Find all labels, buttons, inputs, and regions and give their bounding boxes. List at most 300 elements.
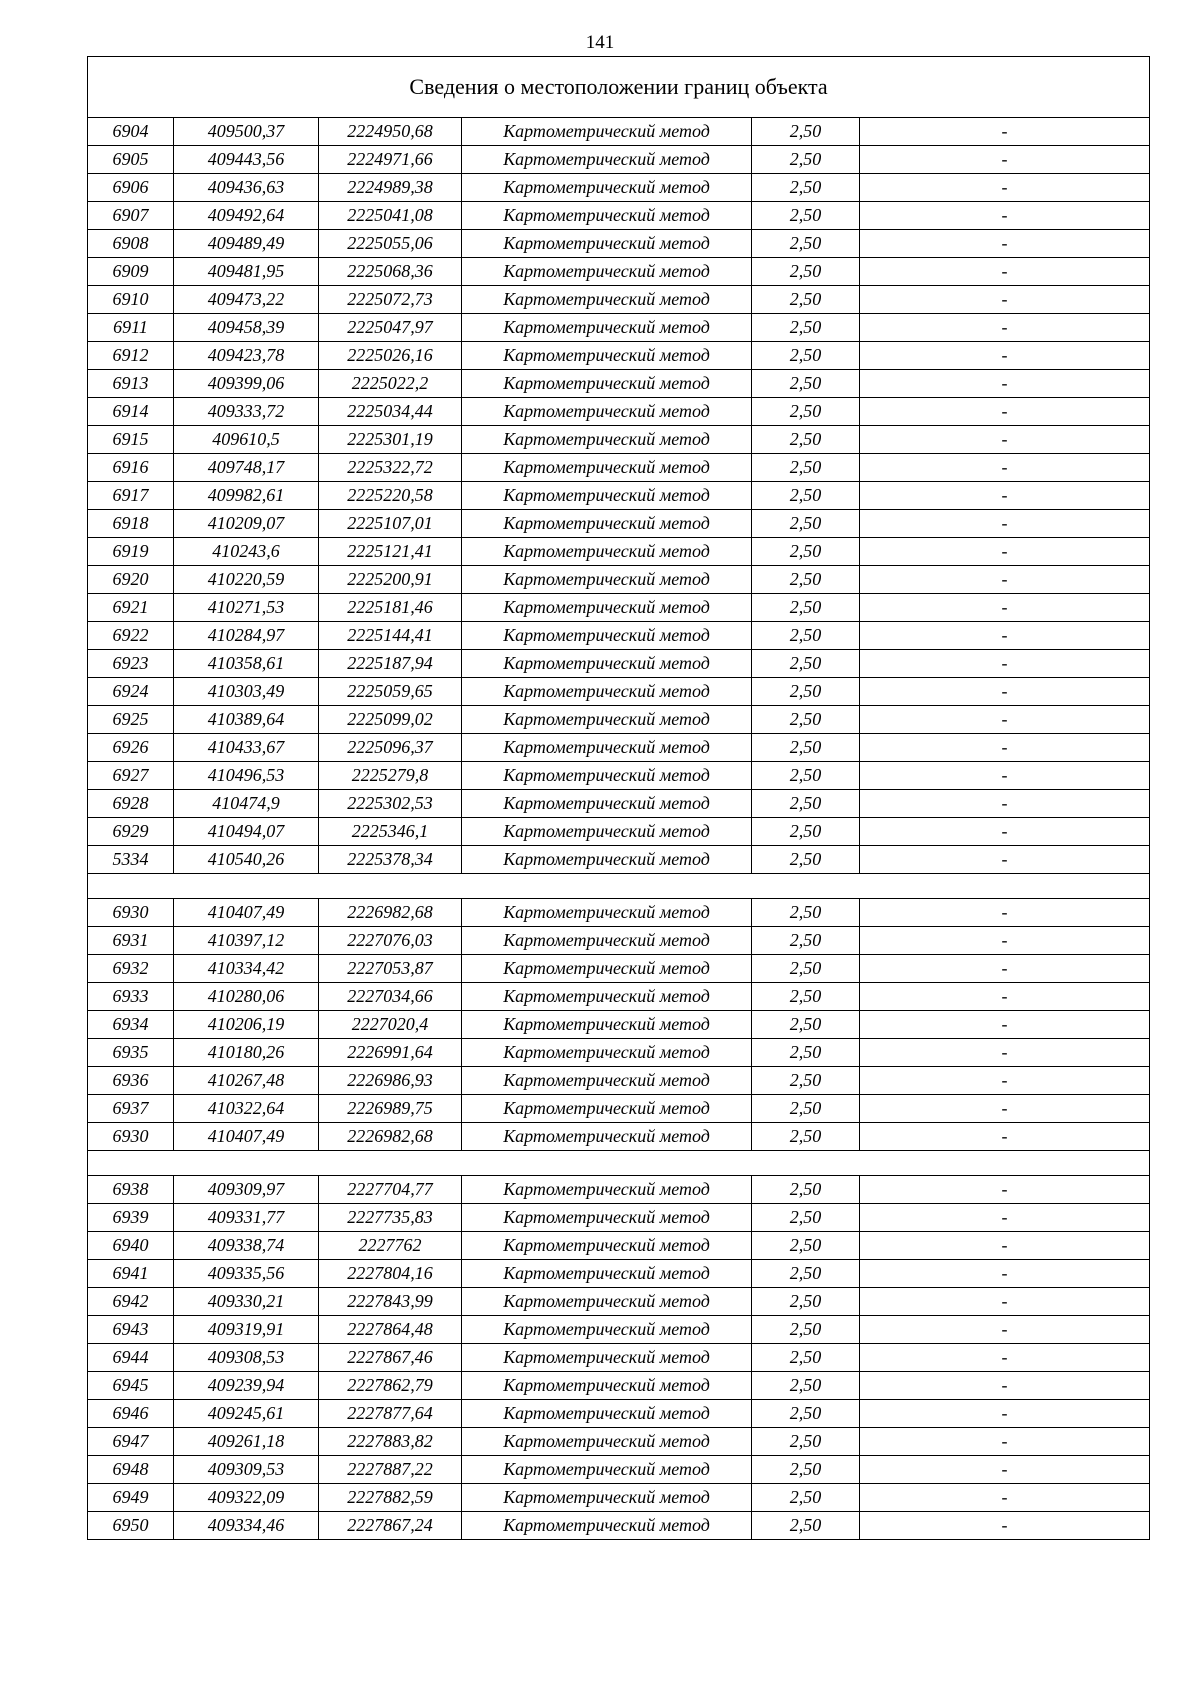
description-cell: - <box>860 286 1150 314</box>
point-number-cell: 6921 <box>88 594 174 622</box>
y-coordinate-cell: 2225047,97 <box>319 314 462 342</box>
method-cell: Картометрический метод <box>462 678 752 706</box>
table-row <box>88 342 1150 370</box>
method-cell: Картометрический метод <box>462 1512 752 1540</box>
method-cell: Картометрический метод <box>462 1039 752 1067</box>
table-row <box>88 927 1150 955</box>
y-coordinate-cell: 2225034,44 <box>319 398 462 426</box>
table-row <box>88 1428 1150 1456</box>
point-number-cell: 6928 <box>88 790 174 818</box>
point-number-cell: 6930 <box>88 1123 174 1151</box>
y-coordinate-cell: 2224950,68 <box>319 118 462 146</box>
accuracy-cell: 2,50 <box>752 566 860 594</box>
table-row <box>88 202 1150 230</box>
point-number-cell: 6945 <box>88 1372 174 1400</box>
description-cell: - <box>860 1011 1150 1039</box>
y-coordinate-cell: 2225096,37 <box>319 734 462 762</box>
method-cell: Картометрический метод <box>462 538 752 566</box>
method-cell: Картометрический метод <box>462 818 752 846</box>
point-number-cell: 6918 <box>88 510 174 538</box>
method-cell: Картометрический метод <box>462 1316 752 1344</box>
x-coordinate-cell: 410474,9 <box>174 790 319 818</box>
description-cell: - <box>860 398 1150 426</box>
table-row <box>88 482 1150 510</box>
method-cell: Картометрический метод <box>462 1067 752 1095</box>
accuracy-cell: 2,50 <box>752 1316 860 1344</box>
table-row <box>88 955 1150 983</box>
method-cell: Картометрический метод <box>462 1484 752 1512</box>
accuracy-cell: 2,50 <box>752 1512 860 1540</box>
x-coordinate-cell: 410407,49 <box>174 899 319 927</box>
point-number-cell: 6944 <box>88 1344 174 1372</box>
y-coordinate-cell: 2227843,99 <box>319 1288 462 1316</box>
y-coordinate-cell: 2227867,24 <box>319 1512 462 1540</box>
point-number-cell: 6934 <box>88 1011 174 1039</box>
accuracy-cell: 2,50 <box>752 286 860 314</box>
table-row <box>88 1260 1150 1288</box>
accuracy-cell: 2,50 <box>752 622 860 650</box>
accuracy-cell: 2,50 <box>752 594 860 622</box>
point-number-cell: 6947 <box>88 1428 174 1456</box>
accuracy-cell: 2,50 <box>752 762 860 790</box>
table-row <box>88 538 1150 566</box>
y-coordinate-cell: 2227877,64 <box>319 1400 462 1428</box>
point-number-cell: 6924 <box>88 678 174 706</box>
accuracy-cell: 2,50 <box>752 1204 860 1232</box>
x-coordinate-cell: 410358,61 <box>174 650 319 678</box>
x-coordinate-cell: 409330,21 <box>174 1288 319 1316</box>
y-coordinate-cell: 2227762 <box>319 1232 462 1260</box>
point-number-cell: 6936 <box>88 1067 174 1095</box>
description-cell: - <box>860 426 1150 454</box>
accuracy-cell: 2,50 <box>752 1484 860 1512</box>
point-number-cell: 6911 <box>88 314 174 342</box>
description-cell: - <box>860 342 1150 370</box>
method-cell: Картометрический метод <box>462 454 752 482</box>
method-cell: Картометрический метод <box>462 1095 752 1123</box>
method-cell: Картометрический метод <box>462 482 752 510</box>
description-cell: - <box>860 1095 1150 1123</box>
description-cell: - <box>860 202 1150 230</box>
x-coordinate-cell: 410433,67 <box>174 734 319 762</box>
x-coordinate-cell: 410397,12 <box>174 927 319 955</box>
description-cell: - <box>860 1456 1150 1484</box>
method-cell: Картометрический метод <box>462 230 752 258</box>
method-cell: Картометрический метод <box>462 146 752 174</box>
x-coordinate-cell: 410540,26 <box>174 846 319 874</box>
y-coordinate-cell: 2227882,59 <box>319 1484 462 1512</box>
y-coordinate-cell: 2225187,94 <box>319 650 462 678</box>
separator-cell <box>88 874 1150 899</box>
method-cell: Картометрический метод <box>462 258 752 286</box>
accuracy-cell: 2,50 <box>752 1232 860 1260</box>
method-cell: Картометрический метод <box>462 955 752 983</box>
method-cell: Картометрический метод <box>462 398 752 426</box>
table-row <box>88 790 1150 818</box>
y-coordinate-cell: 2225068,36 <box>319 258 462 286</box>
y-coordinate-cell: 2227864,48 <box>319 1316 462 1344</box>
point-number-cell: 6917 <box>88 482 174 510</box>
table-row <box>88 1456 1150 1484</box>
description-cell: - <box>860 650 1150 678</box>
description-cell: - <box>860 790 1150 818</box>
accuracy-cell: 2,50 <box>752 790 860 818</box>
accuracy-cell: 2,50 <box>752 314 860 342</box>
table-row <box>88 1288 1150 1316</box>
method-cell: Картометрический метод <box>462 1372 752 1400</box>
x-coordinate-cell: 409610,5 <box>174 426 319 454</box>
accuracy-cell: 2,50 <box>752 146 860 174</box>
accuracy-cell: 2,50 <box>752 258 860 286</box>
table-row <box>88 1484 1150 1512</box>
description-cell: - <box>860 174 1150 202</box>
x-coordinate-cell: 409489,49 <box>174 230 319 258</box>
point-number-cell: 6939 <box>88 1204 174 1232</box>
point-number-cell: 6908 <box>88 230 174 258</box>
y-coordinate-cell: 2227704,77 <box>319 1176 462 1204</box>
x-coordinate-cell: 409333,72 <box>174 398 319 426</box>
accuracy-cell: 2,50 <box>752 650 860 678</box>
description-cell: - <box>860 1204 1150 1232</box>
x-coordinate-cell: 409334,46 <box>174 1512 319 1540</box>
boundary-coordinates-table <box>87 56 1150 1540</box>
y-coordinate-cell: 2226982,68 <box>319 899 462 927</box>
description-cell: - <box>860 734 1150 762</box>
method-cell: Картометрический метод <box>462 1456 752 1484</box>
table-row <box>88 1204 1150 1232</box>
description-cell: - <box>860 1067 1150 1095</box>
x-coordinate-cell: 410303,49 <box>174 678 319 706</box>
y-coordinate-cell: 2225301,19 <box>319 426 462 454</box>
description-cell: - <box>860 1260 1150 1288</box>
y-coordinate-cell: 2225121,41 <box>319 538 462 566</box>
method-cell: Картометрический метод <box>462 174 752 202</box>
accuracy-cell: 2,50 <box>752 678 860 706</box>
description-cell: - <box>860 594 1150 622</box>
point-number-cell: 6932 <box>88 955 174 983</box>
description-cell: - <box>860 258 1150 286</box>
description-cell: - <box>860 706 1150 734</box>
description-cell: - <box>860 454 1150 482</box>
point-number-cell: 6919 <box>88 538 174 566</box>
x-coordinate-cell: 410180,26 <box>174 1039 319 1067</box>
point-number-cell: 6922 <box>88 622 174 650</box>
accuracy-cell: 2,50 <box>752 1011 860 1039</box>
description-cell: - <box>860 1176 1150 1204</box>
accuracy-cell: 2,50 <box>752 1428 860 1456</box>
description-cell: - <box>860 314 1150 342</box>
description-cell: - <box>860 1512 1150 1540</box>
x-coordinate-cell: 409335,56 <box>174 1260 319 1288</box>
table-row <box>88 510 1150 538</box>
method-cell: Картометрический метод <box>462 790 752 818</box>
accuracy-cell: 2,50 <box>752 955 860 983</box>
method-cell: Картометрический метод <box>462 846 752 874</box>
point-number-cell: 6938 <box>88 1176 174 1204</box>
table-row <box>88 286 1150 314</box>
accuracy-cell: 2,50 <box>752 454 860 482</box>
x-coordinate-cell: 409261,18 <box>174 1428 319 1456</box>
point-number-cell: 6904 <box>88 118 174 146</box>
description-cell: - <box>860 118 1150 146</box>
method-cell: Картометрический метод <box>462 594 752 622</box>
method-cell: Картометрический метод <box>462 1260 752 1288</box>
x-coordinate-cell: 410494,07 <box>174 818 319 846</box>
point-number-cell: 6935 <box>88 1039 174 1067</box>
accuracy-cell: 2,50 <box>752 983 860 1011</box>
table-row <box>88 1316 1150 1344</box>
point-number-cell: 6940 <box>88 1232 174 1260</box>
method-cell: Картометрический метод <box>462 342 752 370</box>
x-coordinate-cell: 409473,22 <box>174 286 319 314</box>
x-coordinate-cell: 410220,59 <box>174 566 319 594</box>
x-coordinate-cell: 410267,48 <box>174 1067 319 1095</box>
method-cell: Картометрический метод <box>462 927 752 955</box>
x-coordinate-cell: 409458,39 <box>174 314 319 342</box>
point-number-cell: 6948 <box>88 1456 174 1484</box>
method-cell: Картометрический метод <box>462 706 752 734</box>
y-coordinate-cell: 2226982,68 <box>319 1123 462 1151</box>
point-number-cell: 6920 <box>88 566 174 594</box>
point-number-cell: 6931 <box>88 927 174 955</box>
y-coordinate-cell: 2225322,72 <box>319 454 462 482</box>
point-number-cell: 6941 <box>88 1260 174 1288</box>
accuracy-cell: 2,50 <box>752 230 860 258</box>
table-row <box>88 426 1150 454</box>
table-row <box>88 594 1150 622</box>
description-cell: - <box>860 1039 1150 1067</box>
point-number-cell: 6943 <box>88 1316 174 1344</box>
description-cell: - <box>860 370 1150 398</box>
table-row <box>88 1344 1150 1372</box>
accuracy-cell: 2,50 <box>752 1123 860 1151</box>
x-coordinate-cell: 410280,06 <box>174 983 319 1011</box>
method-cell: Картометрический метод <box>462 734 752 762</box>
x-coordinate-cell: 409436,63 <box>174 174 319 202</box>
accuracy-cell: 2,50 <box>752 1095 860 1123</box>
y-coordinate-cell: 2225200,91 <box>319 566 462 594</box>
method-cell: Картометрический метод <box>462 426 752 454</box>
description-cell: - <box>860 1484 1150 1512</box>
accuracy-cell: 2,50 <box>752 706 860 734</box>
accuracy-cell: 2,50 <box>752 174 860 202</box>
title-row <box>88 57 1150 118</box>
table-row <box>88 370 1150 398</box>
table-row <box>88 734 1150 762</box>
table-row <box>88 762 1150 790</box>
table-row <box>88 1400 1150 1428</box>
y-coordinate-cell: 2226989,75 <box>319 1095 462 1123</box>
y-coordinate-cell: 2225346,1 <box>319 818 462 846</box>
x-coordinate-cell: 409481,95 <box>174 258 319 286</box>
point-number-cell: 6942 <box>88 1288 174 1316</box>
accuracy-cell: 2,50 <box>752 482 860 510</box>
table-row <box>88 622 1150 650</box>
accuracy-cell: 2,50 <box>752 398 860 426</box>
description-cell: - <box>860 482 1150 510</box>
accuracy-cell: 2,50 <box>752 846 860 874</box>
accuracy-cell: 2,50 <box>752 1456 860 1484</box>
description-cell: - <box>860 1344 1150 1372</box>
x-coordinate-cell: 409239,94 <box>174 1372 319 1400</box>
x-coordinate-cell: 410389,64 <box>174 706 319 734</box>
table-row <box>88 1095 1150 1123</box>
point-number-cell: 6916 <box>88 454 174 482</box>
description-cell: - <box>860 510 1150 538</box>
table-row <box>88 314 1150 342</box>
method-cell: Картометрический метод <box>462 370 752 398</box>
table-row <box>88 174 1150 202</box>
method-cell: Картометрический метод <box>462 1176 752 1204</box>
accuracy-cell: 2,50 <box>752 118 860 146</box>
x-coordinate-cell: 409309,97 <box>174 1176 319 1204</box>
description-cell: - <box>860 1123 1150 1151</box>
y-coordinate-cell: 2227867,46 <box>319 1344 462 1372</box>
accuracy-cell: 2,50 <box>752 1288 860 1316</box>
point-number-cell: 6926 <box>88 734 174 762</box>
method-cell: Картометрический метод <box>462 286 752 314</box>
accuracy-cell: 2,50 <box>752 426 860 454</box>
y-coordinate-cell: 2225072,73 <box>319 286 462 314</box>
y-coordinate-cell: 2227887,22 <box>319 1456 462 1484</box>
description-cell: - <box>860 1372 1150 1400</box>
separator-cell <box>88 1151 1150 1176</box>
x-coordinate-cell: 410209,07 <box>174 510 319 538</box>
description-cell: - <box>860 538 1150 566</box>
x-coordinate-cell: 409492,64 <box>174 202 319 230</box>
table-row <box>88 1123 1150 1151</box>
y-coordinate-cell: 2225059,65 <box>319 678 462 706</box>
table-row <box>88 899 1150 927</box>
point-number-cell: 6925 <box>88 706 174 734</box>
y-coordinate-cell: 2225181,46 <box>319 594 462 622</box>
accuracy-cell: 2,50 <box>752 1176 860 1204</box>
contour-separator-row <box>88 874 1150 899</box>
point-number-cell: 6946 <box>88 1400 174 1428</box>
y-coordinate-cell: 2225220,58 <box>319 482 462 510</box>
description-cell: - <box>860 846 1150 874</box>
y-coordinate-cell: 2227076,03 <box>319 927 462 955</box>
table-row <box>88 454 1150 482</box>
description-cell: - <box>860 1288 1150 1316</box>
method-cell: Картометрический метод <box>462 1288 752 1316</box>
description-cell: - <box>860 1400 1150 1428</box>
x-coordinate-cell: 409423,78 <box>174 342 319 370</box>
accuracy-cell: 2,50 <box>752 1344 860 1372</box>
y-coordinate-cell: 2227883,82 <box>319 1428 462 1456</box>
method-cell: Картометрический метод <box>462 762 752 790</box>
x-coordinate-cell: 409319,91 <box>174 1316 319 1344</box>
accuracy-cell: 2,50 <box>752 899 860 927</box>
accuracy-cell: 2,50 <box>752 342 860 370</box>
table-row <box>88 1512 1150 1540</box>
table-row <box>88 983 1150 1011</box>
accuracy-cell: 2,50 <box>752 538 860 566</box>
table-row <box>88 230 1150 258</box>
y-coordinate-cell: 2225041,08 <box>319 202 462 230</box>
table-row <box>88 398 1150 426</box>
point-number-cell: 6913 <box>88 370 174 398</box>
accuracy-cell: 2,50 <box>752 202 860 230</box>
method-cell: Картометрический метод <box>462 1232 752 1260</box>
y-coordinate-cell: 2225279,8 <box>319 762 462 790</box>
table-row <box>88 678 1150 706</box>
table-row <box>88 1067 1150 1095</box>
x-coordinate-cell: 410322,64 <box>174 1095 319 1123</box>
description-cell: - <box>860 146 1150 174</box>
accuracy-cell: 2,50 <box>752 510 860 538</box>
x-coordinate-cell: 409245,61 <box>174 1400 319 1428</box>
description-cell: - <box>860 955 1150 983</box>
y-coordinate-cell: 2226991,64 <box>319 1039 462 1067</box>
table-title: Сведения о местоположении границ объекта <box>88 57 1150 118</box>
y-coordinate-cell: 2225022,2 <box>319 370 462 398</box>
y-coordinate-cell: 2227804,16 <box>319 1260 462 1288</box>
contour-separator-row <box>88 1151 1150 1176</box>
description-cell: - <box>860 1232 1150 1260</box>
y-coordinate-cell: 2227053,87 <box>319 955 462 983</box>
table-row <box>88 146 1150 174</box>
method-cell: Картометрический метод <box>462 1204 752 1232</box>
description-cell: - <box>860 927 1150 955</box>
x-coordinate-cell: 410243,6 <box>174 538 319 566</box>
accuracy-cell: 2,50 <box>752 1260 860 1288</box>
method-cell: Картометрический метод <box>462 1011 752 1039</box>
table-row <box>88 1232 1150 1260</box>
description-cell: - <box>860 566 1150 594</box>
method-cell: Картометрический метод <box>462 202 752 230</box>
page-number: 141 <box>585 32 615 53</box>
description-cell: - <box>860 622 1150 650</box>
method-cell: Картометрический метод <box>462 510 752 538</box>
x-coordinate-cell: 409331,77 <box>174 1204 319 1232</box>
point-number-cell: 6930 <box>88 899 174 927</box>
point-number-cell: 6937 <box>88 1095 174 1123</box>
table-row <box>88 566 1150 594</box>
x-coordinate-cell: 409982,61 <box>174 482 319 510</box>
x-coordinate-cell: 409399,06 <box>174 370 319 398</box>
point-number-cell: 6907 <box>88 202 174 230</box>
point-number-cell: 6933 <box>88 983 174 1011</box>
accuracy-cell: 2,50 <box>752 1400 860 1428</box>
description-cell: - <box>860 1428 1150 1456</box>
y-coordinate-cell: 2225378,34 <box>319 846 462 874</box>
table-row <box>88 118 1150 146</box>
x-coordinate-cell: 409748,17 <box>174 454 319 482</box>
table-row <box>88 818 1150 846</box>
accuracy-cell: 2,50 <box>752 370 860 398</box>
table-row <box>88 1011 1150 1039</box>
y-coordinate-cell: 2225144,41 <box>319 622 462 650</box>
description-cell: - <box>860 1316 1150 1344</box>
x-coordinate-cell: 410206,19 <box>174 1011 319 1039</box>
description-cell: - <box>860 983 1150 1011</box>
accuracy-cell: 2,50 <box>752 1372 860 1400</box>
point-number-cell: 6909 <box>88 258 174 286</box>
point-number-cell: 6950 <box>88 1512 174 1540</box>
description-cell: - <box>860 230 1150 258</box>
table-row <box>88 258 1150 286</box>
method-cell: Картометрический метод <box>462 983 752 1011</box>
table-row <box>88 650 1150 678</box>
x-coordinate-cell: 409309,53 <box>174 1456 319 1484</box>
description-cell: - <box>860 762 1150 790</box>
description-cell: - <box>860 899 1150 927</box>
description-cell: - <box>860 678 1150 706</box>
method-cell: Картометрический метод <box>462 566 752 594</box>
table-row <box>88 846 1150 874</box>
point-number-cell: 5334 <box>88 846 174 874</box>
